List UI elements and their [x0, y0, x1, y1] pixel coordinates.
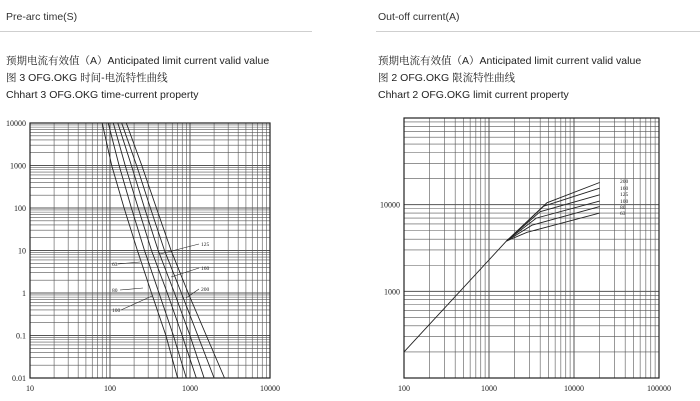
y-tick-label: 1000 — [10, 161, 26, 171]
annotation-125: 125 — [201, 242, 210, 248]
caption-right-line1: 预期电流有效值（A）Anticipated limit current valid value — [378, 55, 642, 67]
annotation-100: 100 — [620, 199, 629, 205]
annotation-80: 80 — [620, 205, 626, 211]
x-tick-label: 100 — [104, 384, 116, 393]
y-tick-label: 100 — [14, 204, 26, 213]
x-tick-label: 10000 — [564, 384, 584, 393]
x-tick-label: 10000 — [260, 384, 280, 393]
x-tick-label: 100000 — [647, 384, 671, 393]
plot-frame — [404, 118, 659, 378]
annotation-200: 200 — [620, 179, 629, 185]
annotation-63: 63 — [620, 211, 626, 217]
x-tick-label: 10 — [26, 384, 34, 393]
annotation-200: 200 — [201, 287, 210, 293]
curve-160 — [506, 188, 599, 241]
annotation-160: 160 — [620, 186, 629, 192]
y-tick-label: 0.01 — [12, 374, 26, 383]
y-axis-title-left: Pre-arc time(S) — [6, 11, 78, 23]
curve-63 — [506, 213, 599, 241]
y-tick-label: 10000 — [380, 200, 400, 210]
caption-left-line1: 预期电流有效值（A）Anticipated limit current valid value — [6, 55, 270, 67]
annotation-63: 63 — [112, 262, 118, 268]
y-tick-label: 10 — [18, 246, 26, 256]
caption-left-line3: Chhart 3 OFG.OKG time-current property — [6, 89, 199, 101]
x-tick-label: 100 — [398, 384, 410, 393]
y-tick-label: 0.1 — [16, 331, 26, 341]
annotation-160: 160 — [201, 266, 210, 272]
y-axis-title-right: Out-off current(A) — [378, 11, 460, 23]
y-tick-label: 1000 — [384, 287, 400, 297]
x-tick-label: 1000 — [182, 384, 198, 393]
y-tick-label: 10000 — [6, 119, 26, 128]
annotation-125: 125 — [620, 192, 629, 198]
annotation-80: 80 — [112, 288, 118, 294]
y-tick-label: 1 — [22, 289, 26, 298]
caption-left-line2: 图 3 OFG.OKG 时间-电流特性曲线 — [6, 72, 168, 84]
annotation-100: 100 — [112, 308, 121, 314]
caption-right-line3: Chhart 2 OFG.OKG limit current property — [378, 89, 569, 101]
x-tick-label: 1000 — [481, 384, 497, 393]
caption-right-line2: 图 2 OFG.OKG 限流特性曲线 — [378, 72, 516, 84]
